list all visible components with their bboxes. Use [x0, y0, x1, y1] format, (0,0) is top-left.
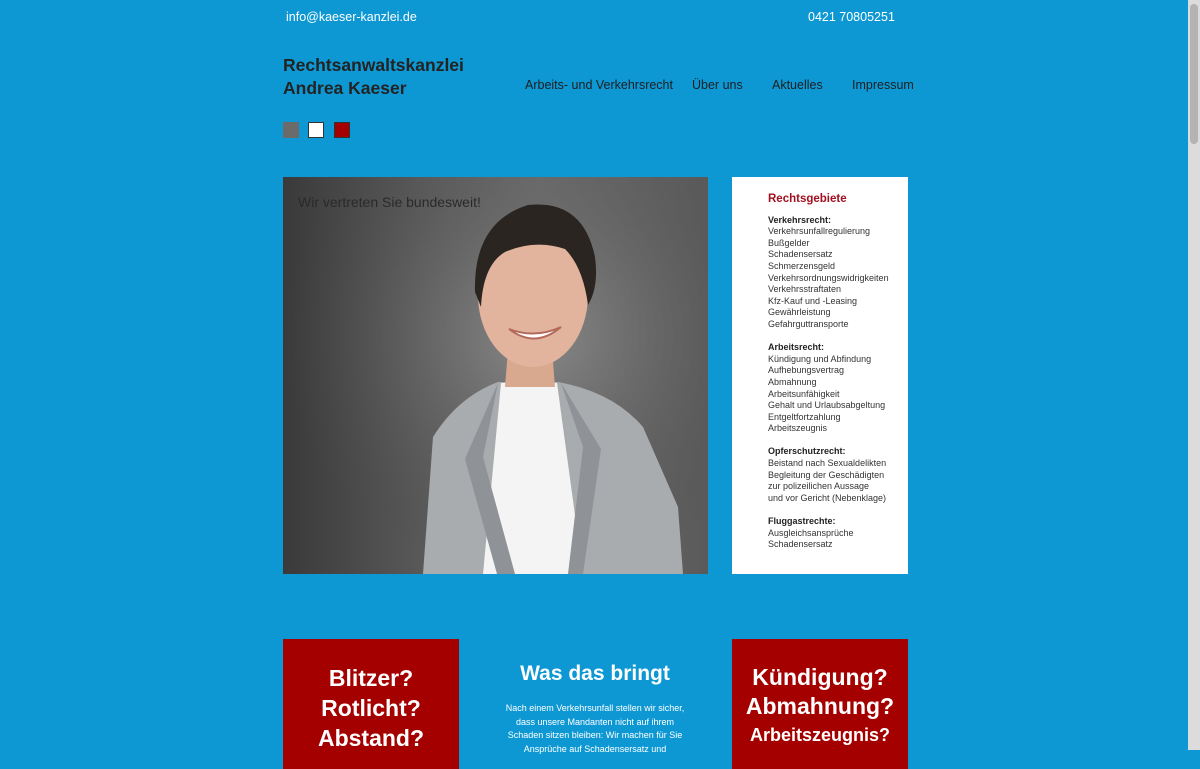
promo-line: Rotlicht?	[321, 695, 421, 721]
hero-tagline: Wir vertreten Sie bundesweit!	[298, 194, 481, 210]
practice-area-item: Abmahnung	[768, 376, 817, 387]
practice-area-item: Verkehrsstraftaten	[768, 284, 842, 295]
practice-area-item: Schadensersatz	[768, 539, 833, 550]
practice-area-item: zur polizeilichen Aussage	[768, 481, 870, 492]
promo-line: Abmahnung?	[745, 693, 895, 719]
practice-area-item: Schadensersatz	[768, 249, 833, 260]
practice-area-item: Gewährleistung	[768, 307, 831, 318]
practice-area-group	[768, 215, 908, 331]
practice-area-group	[768, 342, 908, 435]
practice-area-heading: Fluggastrechte:	[768, 516, 836, 527]
practice-area-item: Gehalt und Urlaubsabgeltung	[768, 400, 886, 411]
practice-area-item: Ausgleichsansprüche	[768, 527, 854, 538]
promo-line: Kündigung?	[752, 664, 888, 690]
nav-item-impressum[interactable]: Impressum	[852, 78, 914, 92]
benefits-text-line: Nach einem Verkehrsunfall stellen wir sicher,	[505, 703, 685, 713]
promo-line: Blitzer?	[328, 665, 414, 691]
color-swatch-red[interactable]	[334, 122, 350, 138]
scrollbar-thumb[interactable]	[1190, 4, 1198, 144]
nav-item-aktuelles[interactable]: Aktuelles	[772, 78, 823, 92]
email-link[interactable]: info@kaeser-kanzlei.de	[286, 10, 417, 24]
brand-line-1: Rechtsanwaltskanzlei	[283, 55, 464, 75]
brand-line-2: Andrea Kaeser	[283, 78, 407, 98]
benefits-text-line: Schaden sitzen bleiben: Wir machen für Sie	[507, 730, 683, 740]
practice-areas-title: Rechtsgebiete	[768, 193, 847, 205]
benefits-text-line: Ansprüche auf Schadensersatz und	[523, 743, 667, 754]
practice-area-heading: Verkehrsrecht:	[768, 214, 832, 225]
practice-area-item: Arbeitszeugnis	[768, 423, 828, 434]
color-swatch-grey[interactable]	[283, 122, 299, 138]
benefits-title: Was das bringt	[520, 662, 670, 685]
practice-area-item: Schmerzensgeld	[768, 260, 836, 271]
practice-area-item: Kündigung und Abfindung	[768, 353, 872, 364]
practice-area-item: Kfz-Kauf und -Leasing	[768, 295, 858, 306]
color-swatch-white[interactable]	[308, 122, 324, 138]
practice-area-heading: Opferschutzrecht:	[768, 446, 846, 457]
practice-area-item: Aufhebungsvertrag	[768, 365, 845, 376]
practice-area-item: Bußgelder	[768, 237, 810, 248]
practice-area-item: Arbeitsunfähigkeit	[768, 388, 840, 399]
practice-areas-panel	[732, 177, 908, 574]
nav-item-ueber-uns[interactable]: Über uns	[692, 78, 743, 92]
promo-line: Abstand?	[317, 725, 425, 751]
practice-area-item: Verkehrsordnungswidrigkeiten	[768, 272, 889, 283]
nav-item-arbeits-und-verkehrsrecht[interactable]: Arbeits- und Verkehrsrecht	[525, 78, 673, 92]
practice-area-item: Gefahrguttransporte	[768, 318, 849, 329]
practice-area-item: Beistand nach Sexualdelikten	[768, 458, 887, 469]
benefits-text-line: dass unsere Mandanten nicht auf ihrem	[515, 716, 675, 727]
practice-area-group	[768, 446, 908, 504]
hero-portrait-image	[283, 177, 708, 574]
practice-area-item: Verkehrsunfallregulierung	[768, 226, 871, 237]
practice-area-item: Begleitung der Geschädigten	[768, 469, 885, 480]
phone-link[interactable]: 0421 70805251	[808, 10, 895, 24]
practice-area-group	[768, 516, 908, 551]
practice-areas-list	[768, 215, 908, 551]
practice-area-item: und vor Gericht (Nebenklage)	[768, 492, 887, 503]
promo-line: Arbeitszeugnis?	[749, 725, 891, 745]
practice-area-item: Entgeltfortzahlung	[768, 411, 841, 422]
benefits-section	[490, 662, 700, 756]
practice-area-heading: Arbeitsrecht:	[768, 342, 825, 353]
portrait-illustration	[283, 177, 708, 574]
site-logo-text[interactable]	[283, 54, 464, 100]
